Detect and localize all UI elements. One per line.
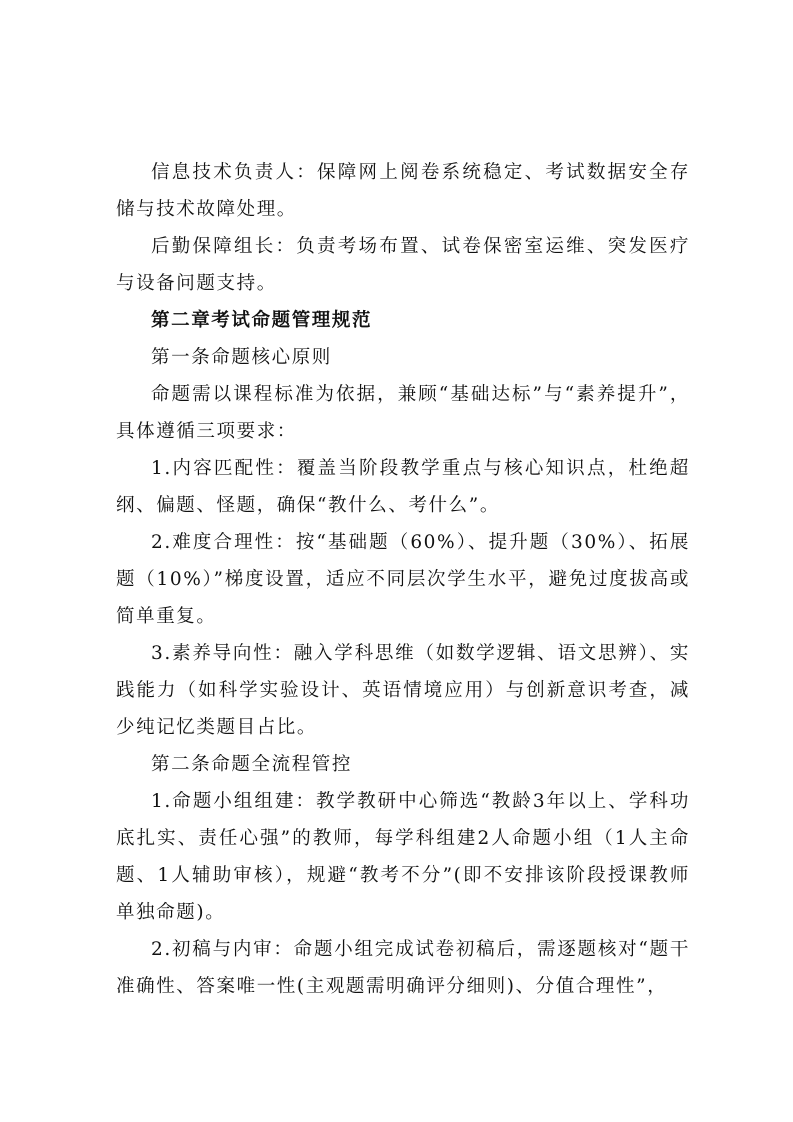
article-2-heading: 第二条命题全流程管控 — [151, 754, 353, 775]
paragraph-literacy: 3.素养导向性：融入学科思维（如数学逻辑、语文思辨）、实践能力（如科学实验设计、英语情境应用）与创新意识考查，减少纯记忆类题目占比。 — [116, 643, 690, 738]
paragraph-it-lead: 信息技术负责人：保障网上阅卷系统稳定、考试数据安全存储与技术故障处理。 — [116, 162, 690, 220]
paragraph-content-match: 1.内容匹配性：覆盖当阶段教学重点与核心知识点，杜绝超纲、偏题、怪题，确保“教什么、考什么”。 — [116, 458, 690, 516]
paragraph-team-formation: 1.命题小组组建：教学教研中心筛选“教龄3年以上、学科功底扎实、责任心强”的教师，每学科组建2人命题小组（1人主命题、1人辅助审核），规避“教考不分”(即不安排该阶段授课教师单独命题)。 — [116, 791, 690, 923]
paragraph-difficulty: 2.难度合理性：按“基础题（60%）、提升题（30%）、拓展题（10%）”梯度设置，适应不同层次学生水平，避免过度拔高或简单重复。 — [116, 532, 690, 627]
article-1-heading: 第一条命题核心原则 — [151, 347, 332, 368]
paragraph-principle-intro: 命题需以课程标准为依据，兼顾“基础达标”与“素养提升”，具体遵循三项要求： — [116, 384, 690, 442]
paragraph-logistics-lead: 后勤保障组长：负责考场布置、试卷保密室运维、突发医疗与设备问题支持。 — [116, 236, 690, 294]
document-body — [116, 154, 690, 1005]
chapter-heading: 第二章考试命题管理规范 — [151, 310, 373, 331]
paragraph-draft-review: 2.初稿与内审：命题小组完成试卷初稿后，需逐题核对“题干准确性、答案唯一性(主观题需明确评分细则)、分值合理性”， — [116, 939, 690, 997]
